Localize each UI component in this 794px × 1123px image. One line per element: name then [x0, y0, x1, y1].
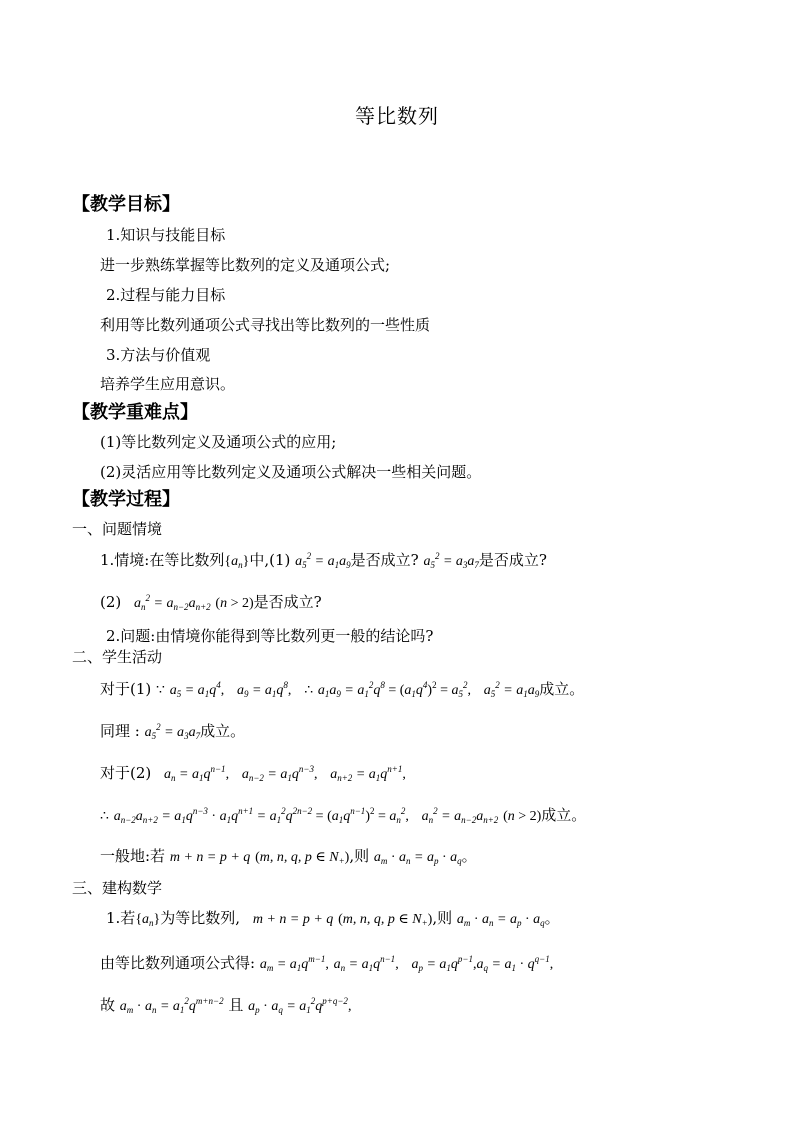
- section-2-title: 二、学生活动: [72, 648, 163, 666]
- section-2-paragraph-2: 同理 : $a_5^2 = a_3a_7$成立。: [100, 722, 246, 741]
- section-3-paragraph-1: 1.若$\{a_n\}$为等比数列, m + n = p + q (m, n, q, p ∈ $N_+$),则 $a_m \cdot a_n = a_p \cdot a_q$。: [106, 909, 560, 928]
- heading-teaching-process: 【教学过程】: [72, 489, 180, 510]
- section-3-title: 三、建构数学: [72, 879, 163, 897]
- section-3-paragraph-2: 由等比数列通项公式得: $a_m = a_1q^{m-1}$, $a_n = a_1q^{n-1}$, $a_p = a_1q^{p-1},a_q = a_1 \cdot q^{q-1}$,: [100, 954, 554, 973]
- goal-3-text: 培养学生应用意识。: [100, 375, 236, 393]
- document-title: 等比数列: [355, 104, 439, 128]
- goal-3-title: 3.方法与价值观: [106, 346, 211, 364]
- goal-1-title: 1.知识与技能目标: [106, 226, 226, 244]
- section-2-paragraph-5: 一般地:若 m + n = p + q (m, n, q, p ∈ $N_+$),则 $a_m \cdot a_n = a_p \cdot a_q$。: [100, 847, 477, 866]
- section-2-paragraph-1: 对于(1) ∵ $a_5 = a_1q^4$, $a_9 = a_1q^8$, ∴ $a_1a_9 = a_1^2q^8 = (a_1q^4)^2 = a_5^2$, $a_5^2 = a_1a_9$成立。: [100, 680, 585, 699]
- key-point-2: (2)灵活应用等比数列定义及通项公式解决一些相关问题。: [100, 463, 482, 481]
- section-2-paragraph-3: 对于(2) $a_n = a_1q^{n-1}$, $a_{n-2} = a_1q^{n-3}$, $a_{n+2} = a_1q^{n+1}$,: [100, 764, 406, 783]
- section-1-title: 一、问题情境: [72, 520, 163, 538]
- heading-teaching-goals: 【教学目标】: [72, 194, 180, 215]
- goal-1-text: 进一步熟练掌握等比数列的定义及通项公式;: [100, 256, 391, 274]
- heading-key-points: 【教学重难点】: [72, 402, 198, 423]
- section-1-paragraph-3: 2.问题:由情境你能得到等比数列更一般的结论吗?: [106, 627, 434, 645]
- goal-2-title: 2.过程与能力目标: [106, 286, 226, 304]
- section-2-paragraph-4: ∴ $a_{n-2}a_{n+2} = a_1q^{n-3} \cdot a_1q^{n+1} = a_1^2q^{2n-2} = (a_1q^{n-1})^2 = a_n^2$, $a_n^2 = a_{n-2}a_{n+2}$ (n > 2)成立。: [100, 806, 587, 825]
- section-1-paragraph-1: 1.情境:在等比数列$\{a_n\}$中,(1) $a_5^2 = a_1a_9$是否成立? $a_5^2 = a_3a_7$是否成立?: [100, 551, 547, 570]
- key-point-1: (1)等比数列定义及通项公式的应用;: [100, 433, 337, 451]
- goal-2-text: 利用等比数列通项公式寻找出等比数列的一些性质: [100, 316, 431, 334]
- section-1-paragraph-2: (2) $a_n^2 = a_{n-2}a_{n+2}$ (n > 2)是否成立?: [100, 593, 322, 612]
- section-3-paragraph-3: 故 $a_m \cdot a_n = a_1^2q^{m+n-2}$ 且 $a_p \cdot a_q = a_1^2q^{p+q-2}$,: [100, 996, 352, 1015]
